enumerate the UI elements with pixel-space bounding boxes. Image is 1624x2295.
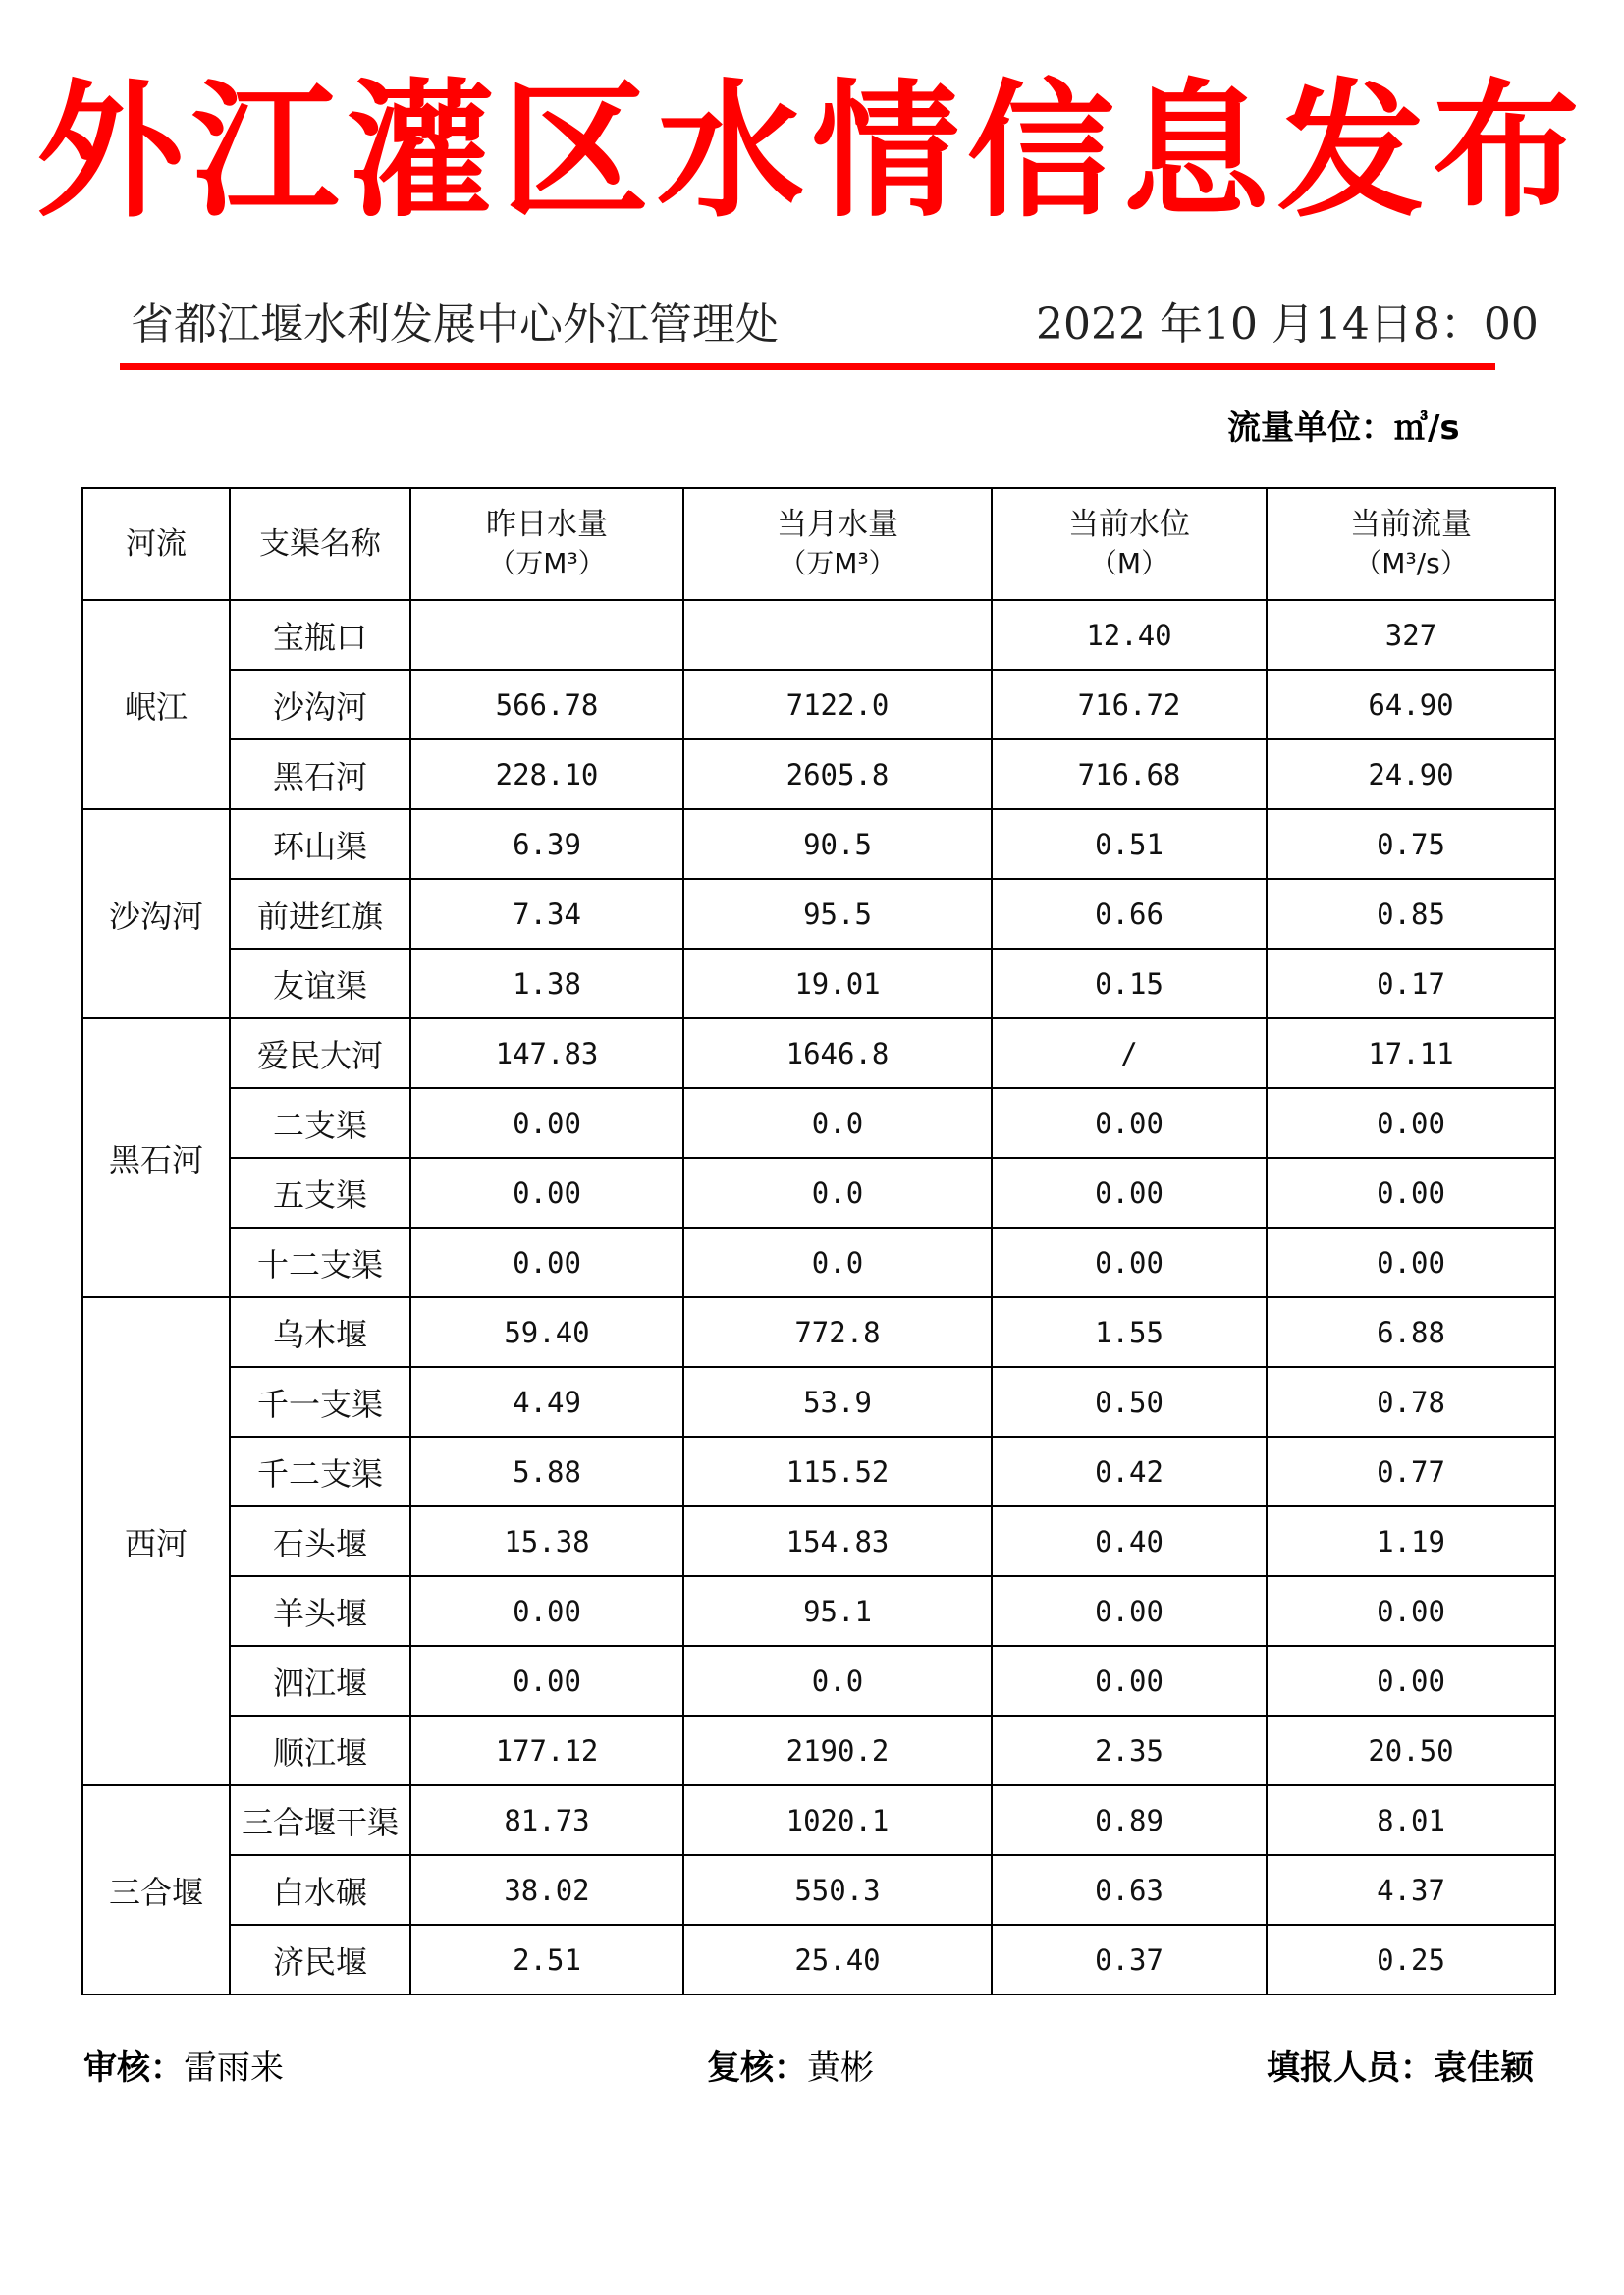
value-cell: 0.77: [1267, 1437, 1555, 1506]
column-header-label: 当月水量: [777, 507, 898, 542]
flow-unit: [1227, 401, 1460, 449]
column-header-unit: （M³/s）: [1354, 547, 1468, 579]
table-row: [82, 1925, 1555, 1994]
table-row: [82, 600, 1555, 670]
value-cell: 154.83: [683, 1506, 992, 1576]
value-cell: 0.66: [992, 879, 1267, 949]
value-cell: 1.38: [410, 949, 683, 1018]
value-cell: 0.00: [992, 1576, 1267, 1646]
value-cell: 19.01: [683, 949, 992, 1018]
value-cell: 0.75: [1267, 809, 1555, 879]
page-title: 外江灌区水情信息发布: [35, 67, 1588, 238]
column-header-label: 河流: [126, 526, 187, 562]
value-cell: 59.40: [410, 1297, 683, 1367]
reviewer-label: 审核：: [83, 2049, 184, 2088]
channel-name-cell: 三合堰干渠: [230, 1785, 410, 1855]
value-cell: 177.12: [410, 1716, 683, 1785]
table-row: [82, 1437, 1555, 1506]
value-cell: 550.3: [683, 1855, 992, 1925]
channel-name-cell: 沙沟河: [230, 670, 410, 739]
channel-name-cell: 顺江堰: [230, 1716, 410, 1785]
value-cell: 25.40: [683, 1925, 992, 1994]
channel-name-cell: 白水碾: [230, 1855, 410, 1925]
table-row: [82, 949, 1555, 1018]
table-row: [82, 739, 1555, 809]
column-header: [230, 488, 410, 600]
value-cell: 5.88: [410, 1437, 683, 1506]
value-cell: 0.15: [992, 949, 1267, 1018]
value-cell: 1020.1: [683, 1785, 992, 1855]
water-data-table: [81, 487, 1556, 1995]
column-header-label: 当前流量: [1350, 507, 1472, 542]
table-row: [82, 1158, 1555, 1228]
table-row: [82, 1367, 1555, 1437]
reporter-name: 袁佳颖: [1434, 2049, 1534, 2088]
channel-name-cell: 济民堰: [230, 1925, 410, 1994]
rechecker: [707, 2041, 874, 2089]
value-cell: 0.89: [992, 1785, 1267, 1855]
reporter-label: 填报人员：: [1267, 2049, 1434, 2088]
value-cell: 6.88: [1267, 1297, 1555, 1367]
column-header-unit: （万M³）: [779, 547, 896, 579]
value-cell: 0.00: [410, 1158, 683, 1228]
channel-name-cell: 环山渠: [230, 809, 410, 879]
value-cell: 0.00: [992, 1088, 1267, 1158]
channel-name-cell: 十二支渠: [230, 1228, 410, 1297]
river-cell: 沙沟河: [82, 809, 230, 1018]
column-header: [683, 488, 992, 600]
value-cell: 115.52: [683, 1437, 992, 1506]
value-cell: 0.00: [410, 1576, 683, 1646]
value-cell: 15.38: [410, 1506, 683, 1576]
value-cell: 4.37: [1267, 1855, 1555, 1925]
column-header: [82, 488, 230, 600]
channel-name-cell: 爱民大河: [230, 1018, 410, 1088]
value-cell: 20.50: [1267, 1716, 1555, 1785]
value-cell: 0.40: [992, 1506, 1267, 1576]
value-cell: 0.0: [683, 1158, 992, 1228]
value-cell: 95.5: [683, 879, 992, 949]
value-cell: 0.0: [683, 1646, 992, 1716]
column-header-unit: （M）: [1089, 547, 1169, 579]
channel-name-cell: 乌木堰: [230, 1297, 410, 1367]
value-cell: 0.78: [1267, 1367, 1555, 1437]
value-cell: 12.40: [992, 600, 1267, 670]
column-header-unit: （万M³）: [488, 547, 606, 579]
column-header-label: 当前水位: [1068, 507, 1190, 542]
value-cell: 7122.0: [683, 670, 992, 739]
value-cell: 0.00: [1267, 1228, 1555, 1297]
channel-name-cell: 羊头堰: [230, 1576, 410, 1646]
value-cell: 0.51: [992, 809, 1267, 879]
value-cell: 0.00: [1267, 1576, 1555, 1646]
value-cell: 24.90: [1267, 739, 1555, 809]
flow-unit-label: 流量单位：: [1227, 409, 1394, 448]
report-datetime: 2022 年10 月14日8：00: [1036, 300, 1539, 350]
value-cell: 81.73: [410, 1785, 683, 1855]
table-row: [82, 1088, 1555, 1158]
organization-name: 省都江堰水利发展中心外江管理处: [131, 300, 779, 350]
value-cell: 0.0: [683, 1088, 992, 1158]
river-cell: 岷江: [82, 600, 230, 809]
value-cell: 0.00: [992, 1646, 1267, 1716]
value-cell: 0.00: [992, 1228, 1267, 1297]
value-cell: [683, 600, 992, 670]
value-cell: 0.85: [1267, 879, 1555, 949]
value-cell: 95.1: [683, 1576, 992, 1646]
value-cell: 0.50: [992, 1367, 1267, 1437]
table-header-row: [82, 488, 1555, 600]
value-cell: 0.00: [1267, 1646, 1555, 1716]
value-cell: 2605.8: [683, 739, 992, 809]
value-cell: 8.01: [1267, 1785, 1555, 1855]
table-body: [82, 600, 1555, 1994]
value-cell: 0.17: [1267, 949, 1555, 1018]
value-cell: 327: [1267, 600, 1555, 670]
value-cell: 0.00: [410, 1228, 683, 1297]
value-cell: 716.68: [992, 739, 1267, 809]
river-cell: 西河: [82, 1297, 230, 1785]
table-row: [82, 1018, 1555, 1088]
table-row: [82, 1576, 1555, 1646]
column-header: [1267, 488, 1555, 600]
value-cell: 17.11: [1267, 1018, 1555, 1088]
value-cell: 566.78: [410, 670, 683, 739]
rechecker-name: 黄彬: [807, 2049, 874, 2088]
column-header: [410, 488, 683, 600]
value-cell: 228.10: [410, 739, 683, 809]
table-row: [82, 1297, 1555, 1367]
flow-unit-value: ㎥/s: [1394, 409, 1460, 448]
value-cell: [410, 600, 683, 670]
value-cell: 0.42: [992, 1437, 1267, 1506]
table-row: [82, 1716, 1555, 1785]
channel-name-cell: 宝瓶口: [230, 600, 410, 670]
table-row: [82, 1228, 1555, 1297]
value-cell: 6.39: [410, 809, 683, 879]
table-row: [82, 670, 1555, 739]
title-divider: [120, 363, 1495, 370]
channel-name-cell: 千一支渠: [230, 1367, 410, 1437]
channel-name-cell: 黑石河: [230, 739, 410, 809]
value-cell: 64.90: [1267, 670, 1555, 739]
value-cell: /: [992, 1018, 1267, 1088]
value-cell: 772.8: [683, 1297, 992, 1367]
reviewer: [83, 2041, 284, 2089]
table-row: [82, 879, 1555, 949]
value-cell: 0.25: [1267, 1925, 1555, 1994]
column-header: [992, 488, 1267, 600]
reporter: [1267, 2041, 1534, 2089]
value-cell: 0.00: [1267, 1158, 1555, 1228]
column-header-label: 昨日水量: [486, 507, 608, 542]
river-cell: 黑石河: [82, 1018, 230, 1297]
value-cell: 1.19: [1267, 1506, 1555, 1576]
value-cell: 0.00: [992, 1158, 1267, 1228]
value-cell: 0.00: [410, 1088, 683, 1158]
table-row: [82, 1785, 1555, 1855]
value-cell: 0.00: [410, 1646, 683, 1716]
channel-name-cell: 二支渠: [230, 1088, 410, 1158]
table-row: [82, 1855, 1555, 1925]
channel-name-cell: 前进红旗: [230, 879, 410, 949]
value-cell: 1.55: [992, 1297, 1267, 1367]
table-row: [82, 809, 1555, 879]
value-cell: 90.5: [683, 809, 992, 879]
value-cell: 0.0: [683, 1228, 992, 1297]
value-cell: 38.02: [410, 1855, 683, 1925]
table-row: [82, 1506, 1555, 1576]
channel-name-cell: 石头堰: [230, 1506, 410, 1576]
value-cell: 1646.8: [683, 1018, 992, 1088]
river-cell: 三合堰: [82, 1785, 230, 1994]
channel-name-cell: 五支渠: [230, 1158, 410, 1228]
rechecker-label: 复核：: [707, 2049, 807, 2088]
value-cell: 2.51: [410, 1925, 683, 1994]
channel-name-cell: 千二支渠: [230, 1437, 410, 1506]
value-cell: 2.35: [992, 1716, 1267, 1785]
value-cell: 4.49: [410, 1367, 683, 1437]
value-cell: 0.37: [992, 1925, 1267, 1994]
column-header-label: 支渠名称: [259, 526, 381, 562]
table-row: [82, 1646, 1555, 1716]
value-cell: 716.72: [992, 670, 1267, 739]
value-cell: 0.00: [1267, 1088, 1555, 1158]
channel-name-cell: 泗江堰: [230, 1646, 410, 1716]
value-cell: 2190.2: [683, 1716, 992, 1785]
value-cell: 0.63: [992, 1855, 1267, 1925]
value-cell: 147.83: [410, 1018, 683, 1088]
channel-name-cell: 友谊渠: [230, 949, 410, 1018]
value-cell: 7.34: [410, 879, 683, 949]
reviewer-name: 雷雨来: [184, 2049, 284, 2088]
value-cell: 53.9: [683, 1367, 992, 1437]
